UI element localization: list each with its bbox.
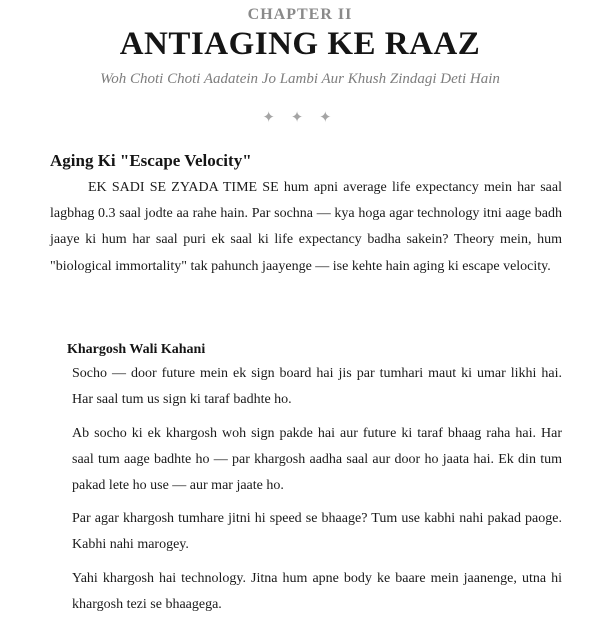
intro-paragraph: EK SADI SE ZYADA TIME SE hum apni average life expectancy mein har saal lagbhag 0.3 saal jodte aa rahe hain. Par sochna — kya hoga agar technology itni aage badh jaaye ki hum har saal puri ek saal ki life expectancy badha sakein? Theory mein, hum "biological immortality" tak pahunch jaayenge — ise kehte hain aging ki escape velocity. xyxy=(50,180,562,274)
chapter-subtitle: Woh Choti Choti Aadatein Jo Lambi Aur Khush Zindagi Deti Hain xyxy=(100,71,500,87)
story-heading: Khargosh Wali Kahani xyxy=(67,342,206,357)
story-paragraph: Ab socho ki ek khargosh woh sign pakde hai aur future ki taraf bhaag raha hai. Har saal tum aage badhte ho — par khargosh aadha saal aur door ho jaata hai. Ek din tum pakad lete ho use — aur mar jaate ho. xyxy=(72,425,562,493)
story-paragraph: Socho — door future mein ek sign board hai jis par tumhari maut ki umar likhi hai. Har saal tum us sign ki taraf badhte ho. xyxy=(72,366,562,407)
section-heading: Aging Ki "Escape Velocity" xyxy=(50,151,252,170)
ornament-divider: ✦ ✦ ✦ xyxy=(262,110,338,126)
story-body xyxy=(72,361,562,625)
chapter-title: ANTIAGING KE RAAZ xyxy=(119,26,481,62)
chapter-label: CHAPTER II xyxy=(247,6,353,23)
story-paragraph: Par agar khargosh tumhare jitni hi speed se bhaage? Tum use kabhi nahi pakad paoge. Kabhi nahi marogey. xyxy=(72,511,562,552)
story-paragraph: Yahi khargosh hai technology. Jitna hum apne body ke baare mein jaanenge, utna hi khargosh tezi se bhaagega. xyxy=(72,570,562,612)
